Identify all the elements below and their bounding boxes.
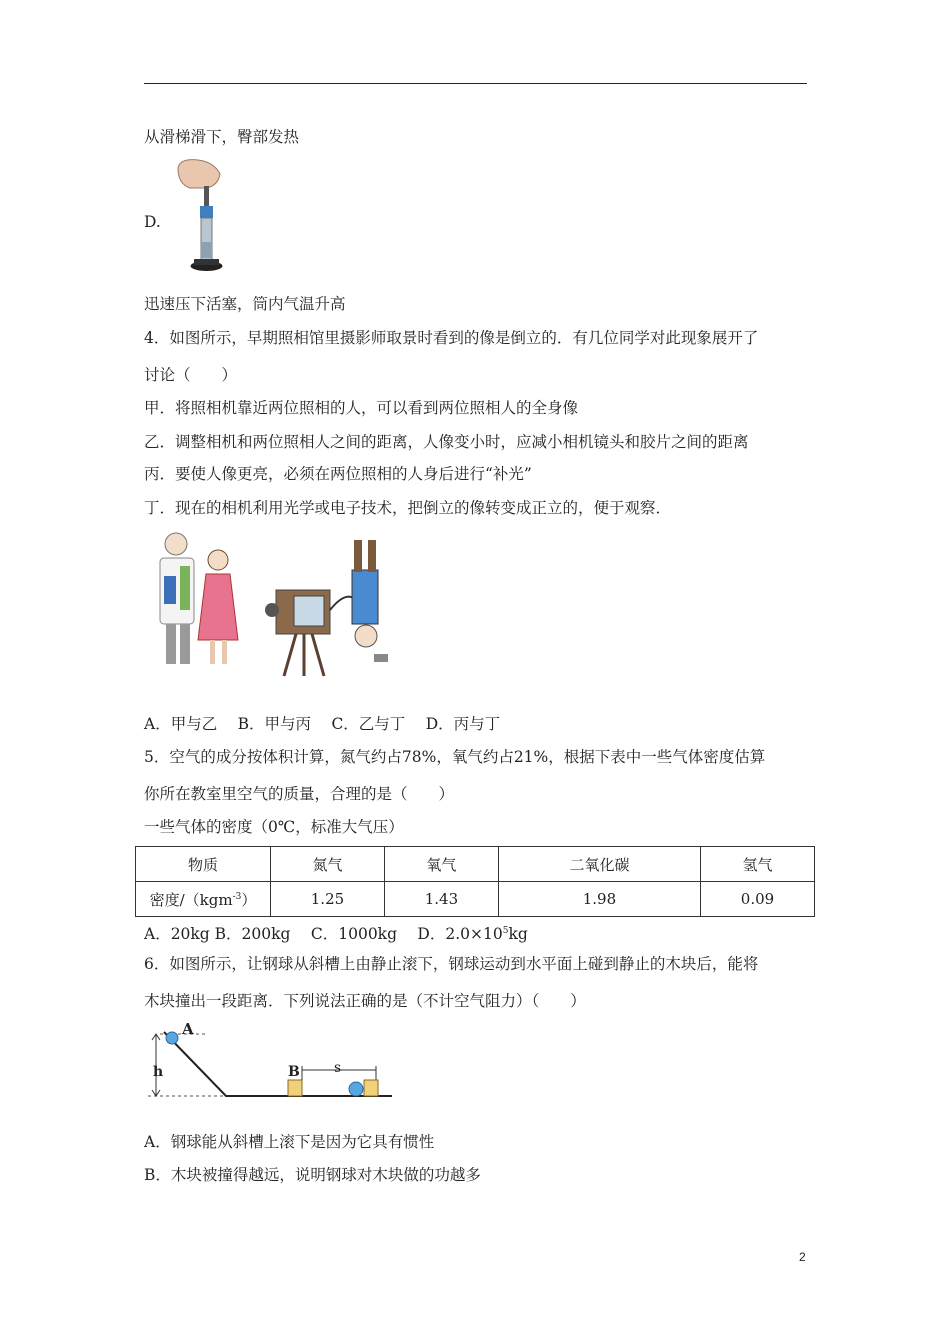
slide-caption: 从滑梯滑下，臀部发热: [144, 128, 300, 146]
q4-stem-2: 讨论（ ）: [144, 366, 238, 384]
block-label-b: B: [288, 1064, 300, 1080]
wood-block-start: [288, 1080, 302, 1096]
q4-statement-yi: 乙．调整相机和两位照相人之间的距离，人像变小时，应减小相机镜头和胶片之间的距离: [144, 433, 749, 451]
steel-ball-end: [349, 1082, 363, 1096]
table-header-cell: 二氧化碳: [498, 847, 700, 882]
distance-label-s: s: [334, 1060, 342, 1076]
table-header-cell: 氧气: [384, 847, 498, 882]
q4-stem-1: 4．如图所示，早期照相馆里摄影师取景时看到的像是倒立的．有几位同学对此现象展开了: [144, 329, 759, 347]
density-row-label: 密度/（kgm$^{-3}$）: [136, 882, 271, 917]
incline-ramp-diagram: [146, 1022, 396, 1102]
q6-stem-1: 6．如图所示，让钢球从斜槽上由静止滚下，钢球运动到水平面上碰到静止的木块后，能将: [144, 955, 759, 973]
steel-ball-start: [166, 1032, 178, 1044]
q6-option-b: B．木块被撞得越远，说明钢球对木块做的功越多: [144, 1166, 481, 1184]
option-d-label: D.: [144, 213, 161, 231]
page-number: 2: [799, 1250, 806, 1264]
table-cell: 0.09: [701, 882, 815, 917]
q4-statement-ding: 丁．现在的相机利用光学或电子技术，把倒立的像转变成正立的，便于观察．: [144, 499, 672, 517]
q5-stem-1: 5．空气的成分按体积计算，氮气约占78%，氧气约占21%，根据下表中一些气体密度估算: [144, 748, 766, 766]
q4-statement-bing: 丙．要使人像更亮，必须在两位照相的人身后进行“补光”: [144, 465, 532, 483]
q6-stem-2: 木块撞出一段距离．下列说法正确的是（不计空气阻力）（ ）: [144, 992, 586, 1010]
q4-options: A．甲与乙 B．甲与丙 C．乙与丁 D．丙与丁: [144, 715, 501, 733]
q5-options: A．20kg B．200kg C．1000kg D．$2.0\times 10^5kg$: [144, 925, 528, 944]
table-header-cell: 氮气: [271, 847, 385, 882]
table-cell: 1.43: [384, 882, 498, 917]
table-row: [136, 882, 815, 917]
header-rule: [144, 83, 807, 84]
gas-density-table: [135, 846, 815, 917]
piston-cylinder-image: [170, 158, 240, 276]
piston-caption: 迅速压下活塞，筒内气温升高: [144, 295, 346, 313]
q4-statement-jia: 甲．将照相机靠近两位照相的人，可以看到两位照相人的全身像: [144, 399, 579, 417]
height-label: h: [153, 1064, 164, 1080]
q6-option-a: A．钢球能从斜槽上滚下是因为它具有惯性: [144, 1133, 435, 1151]
table-header-row: [136, 847, 815, 882]
table-caption: 一些气体的密度（0℃，标准大气压）: [144, 818, 404, 836]
table-header-cell: 氢气: [701, 847, 815, 882]
table-header-cell: 物质: [136, 847, 271, 882]
camera-scene-illustration: [146, 530, 396, 680]
ball-label-a: A: [182, 1022, 194, 1038]
table-cell: 1.98: [498, 882, 700, 917]
wood-block-end: [364, 1080, 378, 1096]
q5-stem-2: 你所在教室里空气的质量，合理的是（ ）: [144, 785, 455, 803]
table-cell: 1.25: [271, 882, 385, 917]
